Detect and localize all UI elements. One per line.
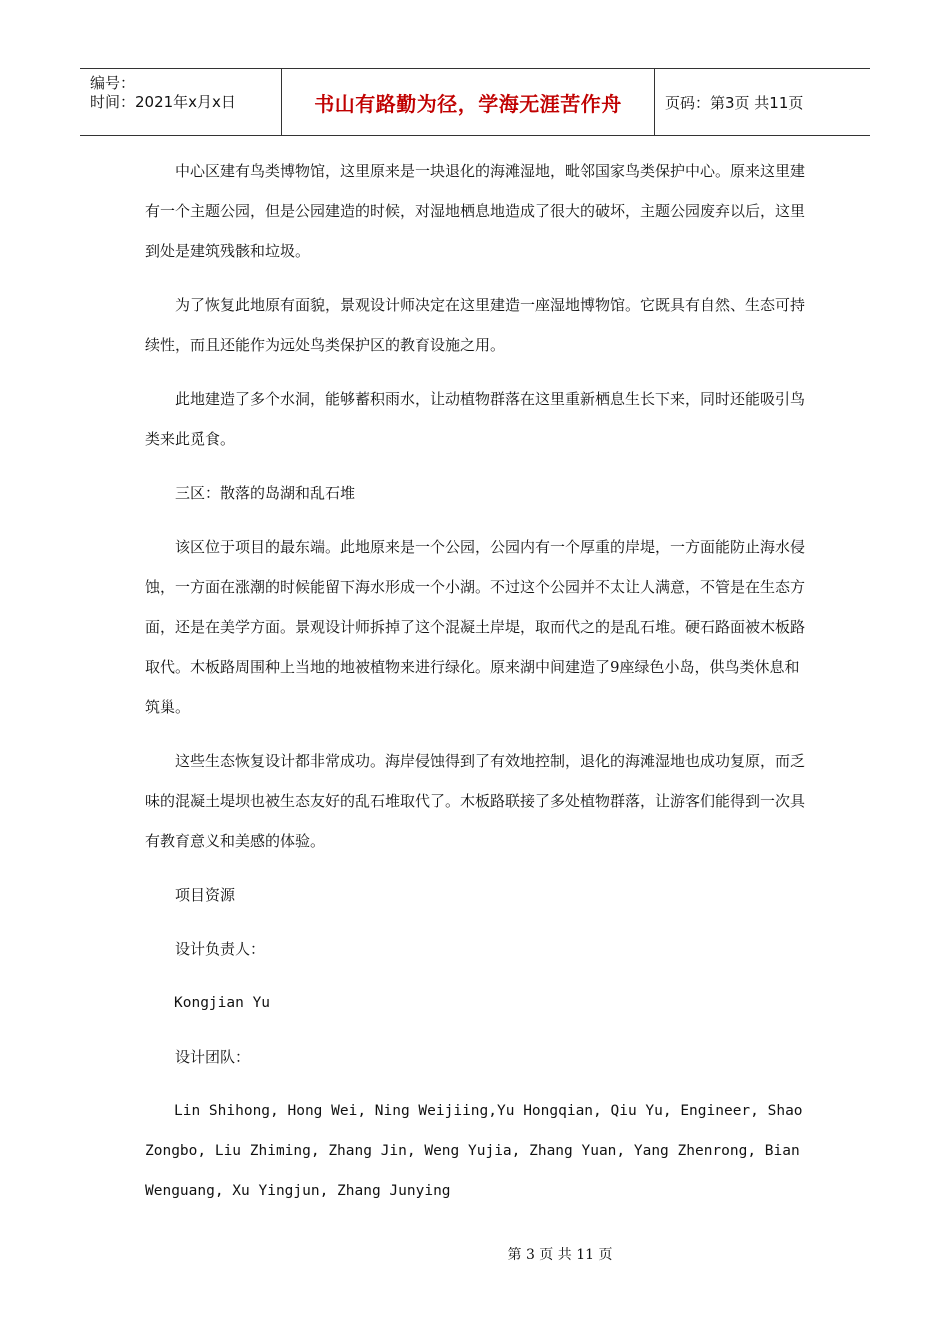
header-meta-cell (80, 69, 282, 135)
document-number-label: 编号： (90, 74, 136, 92)
design-lead-name: Kongjian Yu (174, 995, 271, 1011)
header-motto: 书山有路勤为径，学海无涯苦作舟 (314, 91, 622, 116)
paragraph-bird-museum: 中心区建有鸟类博物馆，这里原来是一块退化的海滩湿地，毗邻国家鸟类保护中心。原来这里建有一个主题公园，但是公园建造的时候，对湿地栖息地造成了很大的破坏，主题公园废弃以后，这里到处是建筑残骸和垃圾。 (145, 162, 806, 260)
page-header (80, 68, 870, 136)
page-footer: 第 3 页 共 11 页 (507, 1247, 613, 1263)
paragraph-water-holes: 此地建造了多个水洞，能够蓄积雨水，让动植物群落在这里重新栖息生长下来，同时还能吸引鸟类来此觅食。 (145, 390, 806, 448)
section-heading-zone-three: 三区：散落的岛湖和乱石堆 (175, 484, 356, 502)
design-team-names: Lin Shihong, Hong Wei, Ning Weijiing,Yu Hongqian, Qiu Yu, Engineer, Shao Zongbo, Liu Zhiming, Zhang Jin, Weng Yujia, Zhang Yuan, Yang Zhenrong, Bian Wenguang, Xu Yingjun, Zhang Junying (145, 1103, 803, 1199)
document-time-label: 时间：2021年x月x日 (90, 93, 236, 111)
label-design-team: 设计团队： (175, 1048, 251, 1066)
section-heading-project-resources: 项目资源 (175, 886, 236, 904)
header-page-info: 页码：第3页 共11页 (665, 93, 804, 112)
paragraph-east-zone: 该区位于项目的最东端。此地原来是一个公园，公园内有一个厚重的岸堤，一方面能防止海水侵蚀，一方面在涨潮的时候能留下海水形成一个小湖。不过这个公园并不太让人满意，不管是在生态方面，还是在美学方面。景观设计师拆掉了这个混凝土岸堤，取而代之的是乱石堆。硬石路面被木板路取代。木板路周围种上当地的地被植物来进行绿化。原来湖中间建造了9座绿色小岛，供鸟类休息和筑巢。 (145, 538, 806, 716)
header-motto-cell (282, 69, 655, 135)
paragraph-restoration-success: 这些生态恢复设计都非常成功。海岸侵蚀得到了有效地控制，退化的海滩湿地也成功复原，而乏味的混凝土堤坝也被生态友好的乱石堆取代了。木板路联接了多处植物群落，让游客们能得到一次具有教育意义和美感的体验。 (145, 752, 806, 850)
paragraph-wetland-museum: 为了恢复此地原有面貌，景观设计师决定在这里建造一座湿地博物馆。它既具有自然、生态可持续性，而且还能作为远处鸟类保护区的教育设施之用。 (145, 296, 806, 354)
label-design-lead: 设计负责人： (175, 940, 266, 958)
document-body (145, 151, 813, 1225)
